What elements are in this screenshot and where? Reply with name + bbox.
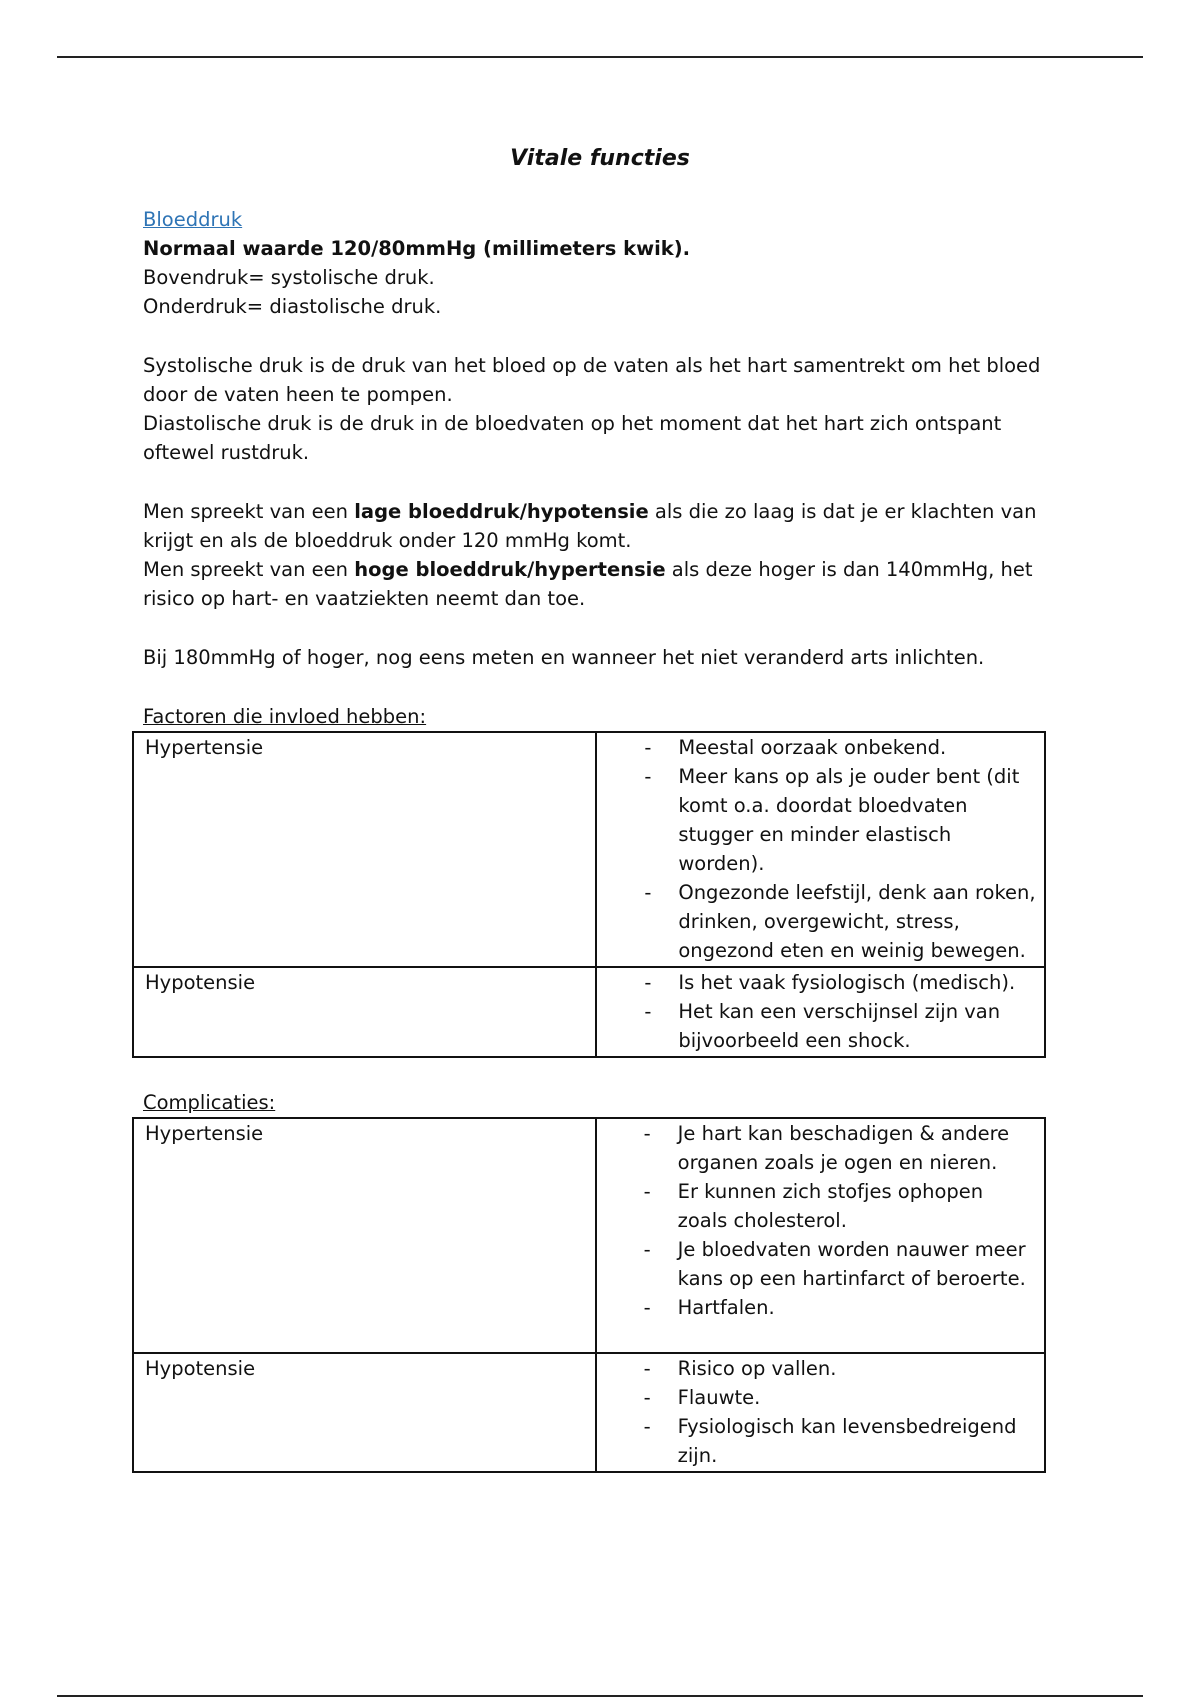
list-item: - Meestal oorzaak onbekend. (597, 733, 1044, 762)
low-pressure-line-1: Men spreekt van een lage bloeddruk/hypotensie als die zo laag is dat je er klachten van (143, 500, 1037, 523)
header-rule (57, 56, 1143, 58)
list-item: - Meer kans op als je ouder bent (dit komt o.a. doordat bloedvaten stugger en minder elastisch worden). (597, 762, 1044, 878)
row-label: Hypotensie (133, 967, 596, 1057)
diastolic-text-1: Diastolische druk is de druk in de bloedvaten op het moment dat het hart zich ontspant (143, 412, 1002, 435)
complications-heading: Complicaties: (143, 1091, 276, 1114)
list-item: - Je bloedvaten worden nauwer meer kans op een hartinfarct of beroerte. (597, 1235, 1044, 1293)
list-item: - Ongezonde leefstijl, denk aan roken, drinken, overgewicht, stress, ongezond eten en weinig bewegen. (597, 878, 1044, 965)
row-label: Hypertensie (133, 1118, 596, 1353)
systolic-text-2: door de vaten heen te pompen. (143, 383, 453, 406)
table-row (133, 1353, 1045, 1472)
list-item: - Is het vaak fysiologisch (medisch). (597, 968, 1044, 997)
factors-heading: Factoren die invloed hebben: (143, 705, 427, 728)
list-item: - Er kunnen zich stofjes ophopen zoals cholesterol. (597, 1177, 1044, 1235)
table-row (133, 1118, 1045, 1353)
bullet-list (597, 1119, 1044, 1322)
list-item: - Je hart kan beschadigen & andere organen zoals je ogen en nieren. (597, 1119, 1044, 1177)
low-pressure-term: lage bloeddruk/hypotensie (354, 500, 649, 523)
bullet-list (597, 968, 1044, 1055)
page-title: Vitale functies (510, 146, 690, 171)
factors-table (132, 731, 1046, 1058)
definition-lower: Onderdruk= diastolische druk. (143, 295, 442, 318)
complications-table (132, 1117, 1046, 1473)
systolic-text-1: Systolische druk is de druk van het bloed op de vaten als het hart samentrekt om het bloed (143, 354, 1041, 377)
list-item: - Hartfalen. (597, 1293, 1044, 1322)
high-pressure-line-1: Men spreekt van een hoge bloeddruk/hypertensie als deze hoger is dan 140mmHg, het (143, 558, 1033, 581)
document-body (143, 205, 1043, 1473)
bullet-list (597, 1354, 1044, 1470)
list-item: - Risico op vallen. (597, 1354, 1044, 1383)
high-pressure-term: hoge bloeddruk/hypertensie (354, 558, 666, 581)
high-pressure-line-2: risico op hart- en vaatziekten neemt dan toe. (143, 587, 586, 610)
note-180: Bij 180mmHg of hoger, nog eens meten en wanneer het niet veranderd arts inlichten. (143, 646, 985, 669)
footer-rule (57, 1695, 1143, 1697)
normal-value: Normaal waarde 120/80mmHg (millimeters kwik). (143, 237, 691, 260)
table-row (133, 967, 1045, 1057)
list-item: - Het kan een verschijnsel zijn van bijvoorbeeld een shock. (597, 997, 1044, 1055)
table-row (133, 732, 1045, 967)
definition-upper: Bovendruk= systolische druk. (143, 266, 435, 289)
low-pressure-line-2: krijgt en als de bloeddruk onder 120 mmHg komt. (143, 529, 632, 552)
list-item: - Flauwte. (597, 1383, 1044, 1412)
section-link-bloeddruk[interactable]: Bloeddruk (143, 208, 243, 231)
row-label: Hypotensie (133, 1353, 596, 1472)
diastolic-text-2: oftewel rustdruk. (143, 441, 310, 464)
list-item: - Fysiologisch kan levensbedreigend zijn. (597, 1412, 1044, 1470)
bullet-list (597, 733, 1044, 965)
row-label: Hypertensie (133, 732, 596, 967)
